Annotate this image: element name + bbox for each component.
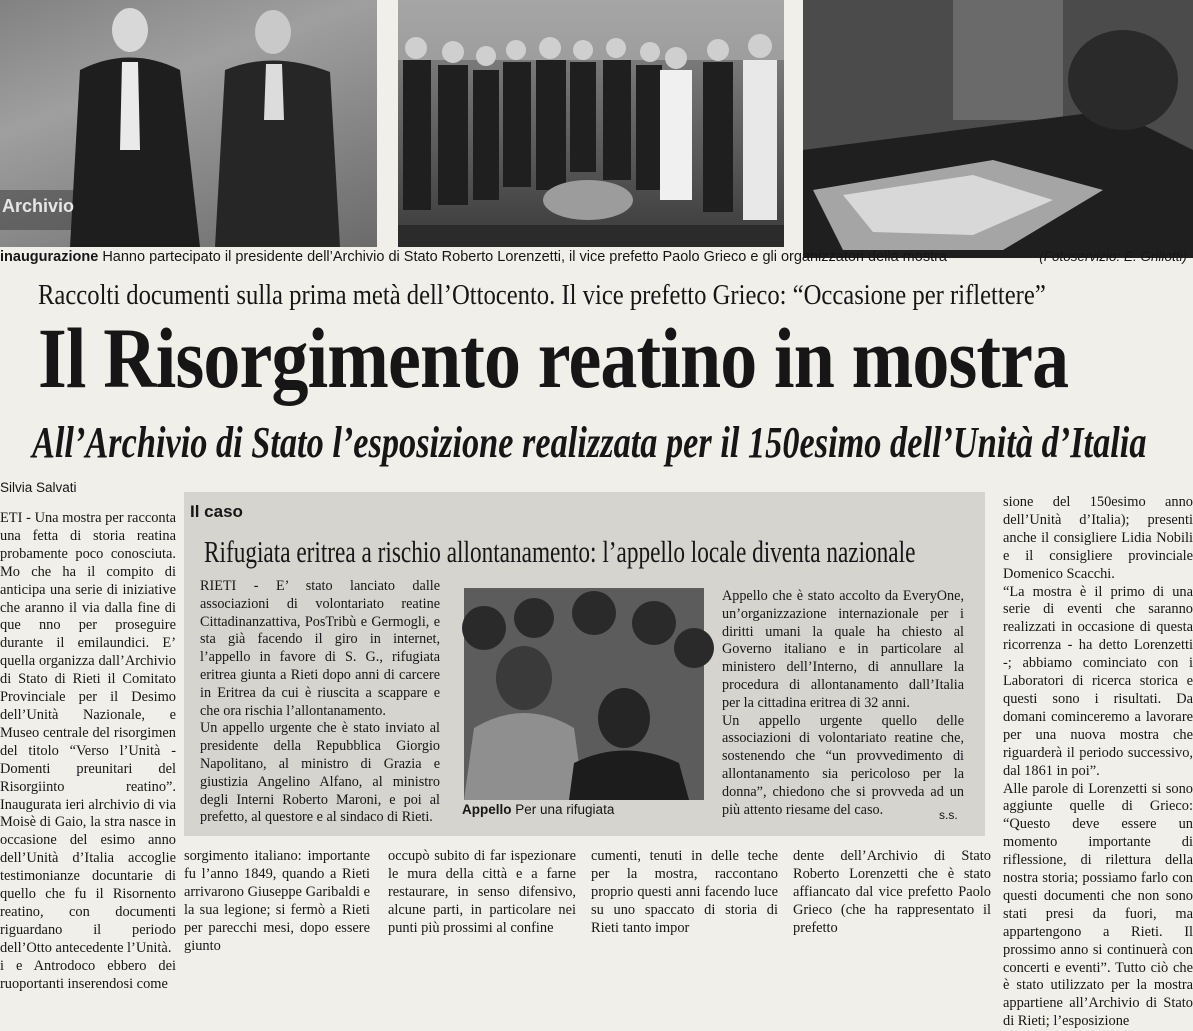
sidebar-box-il-caso xyxy=(184,492,985,836)
caption-text: Hanno partecipato il presidente dell’Archivio di Stato Roberto Lorenzetti, il vice prefetto Paolo Grieco e gli organizzatori della mostra xyxy=(102,249,947,265)
box-title: Rifugiata eritrea a rischio allontanamento: l’appello locale diventa nazionale xyxy=(204,534,915,570)
photo-caption xyxy=(0,247,1193,269)
article-column-bottom-1: sorgimento italiano: importante fu l’anno 1849, quando a Rieti arrivarono Giuseppe Garibaldi e la sua legione; si fermò a Rieti per parecchi mesi, dopo essere giunto xyxy=(184,848,370,922)
box-photo-caption xyxy=(462,802,614,817)
photo-credit: (Fotoservizio: E. Grillotti) xyxy=(1039,247,1187,267)
photo-group-organizers xyxy=(398,0,784,247)
article-column-bottom-2: occupò subito di far ispezionare le mura della città e a farne restaurare, in senso difensivo, alcune parti, in particolare nei punti più prossimi al confine xyxy=(388,848,576,922)
headline: Il Risorgimento reatino in mostra xyxy=(38,312,1068,404)
photo-refugees xyxy=(464,588,704,800)
paragraph: Un appello urgente che è stato inviato al presidente della Repubblica Giorgio Napolitano, al ministro di Grazia e giustizia Angelino Alfano, al ministro degli Interni Roberto Maroni, e poi al prefetto, al questore e al sindaco di Rieti. xyxy=(200,720,440,827)
paragraph: sione del 150esimo anno dell’Unità d’Italia); presenti anche il consigliere Lidia Nobili e il consigliere provinciale Domenico Scacchi. xyxy=(1003,494,1193,584)
article-column-right xyxy=(1003,494,1193,922)
photo-inauguration-speakers xyxy=(0,0,377,247)
refugees-figures xyxy=(464,588,704,800)
article-column-bottom-3: cumenti, tenuti in delle teche per la mostra, raccontano proprio questi anni facendo luce su uno spaccato di storia di Rieti tanto impor xyxy=(591,848,778,922)
byline: Silvia Salvati xyxy=(0,480,77,495)
box-label: Il caso xyxy=(190,502,243,522)
caption-label: inaugurazione xyxy=(0,249,98,265)
paragraph: Alle parole di Lorenzetti si sono aggiunte quelle di Grieco: “Questo deve essere un momento importante di riflessione, di rilettura della nostra storia; possiamo farlo con questi documenti che non sono stati presi da fuori, ma appartengono a Rieti. Il prossimo anno si continuerà con concerti e eventi”. Tutto ciò che è stato utilizzato per la mostra appartiene all’Archivio di Stato di Rieti; l’esposizione xyxy=(1003,781,1193,1031)
box-column-right xyxy=(722,588,964,819)
display-case-scene xyxy=(803,0,1193,258)
article-column-bottom-4: dente dell’Archivio di Stato Roberto Lorenzetti che è stato affiancato dal vice prefetto Paolo Grieco (che ha rappresentato il prefetto xyxy=(793,848,991,922)
paragraph: Un appello urgente quello delle associazioni di volontariato reatine che, sostenendo che “un provvedimento di allontanamento sia pericoloso per la donna”, chiedono che si provveda ad un più attento riesame del caso. xyxy=(722,713,964,820)
box-caption-text: Per una rifugiata xyxy=(515,802,614,817)
paragraph: “La mostra è il primo di una serie di eventi che saranno realizzati in occasione di questa ricorrenza - ha detto Lorenzetti -; abbiamo cominciato con i Laboratori di ricerca storica e questi sono i risultati. Da domani cominceremo a lavorare per una nuova mostra che riguarderà il periodo successivo, dal 1861 in poi”. xyxy=(1003,584,1193,781)
article-column-left xyxy=(0,510,176,922)
box-signature: s.s. xyxy=(939,808,958,822)
box-column-left xyxy=(200,578,440,827)
kicker: Raccolti documenti sulla prima metà dell’Ottocento. Il vice prefetto Grieco: “Occasione per riflettere” xyxy=(38,279,1046,313)
box-caption-label: Appello xyxy=(462,802,512,817)
banner-text: Archivio xyxy=(2,196,74,217)
photo-display-case xyxy=(803,0,1193,258)
group-figures xyxy=(398,0,784,247)
paragraph: i e Antrodoco ebbero dei ruoportanti inserendosi come xyxy=(0,958,176,994)
paragraph: Appello che è stato accolto da EveryOne, un’organizzazione internazionale per i diritti umani la quale ha chiesto al Governo italiano e in particolare al ministero dell’Interno, di annullare la procedura di allontanamento dall’Italia per la cittadina eritrea di 32 anni. xyxy=(722,588,964,713)
paragraph: ETI - Una mostra per racconta una fetta di storia reatina probamente poco conosciuta. Mo che ha il compito di anticipa una serie di iniziative che aranno il via dalla fine di que nno per proseguire durante il emilaundici. E’ quella organizza dall’Archivio di Stato di Rieti il Comitato Provinciale per il Desimo dell’Unità Nazionale, e Museo centrale del risorgimen del titolo “Verso l’Unità - Domenti preunitari del Risorgiinto reatino”. Inaugurata ieri alrchivio di via Moisè di Gaio, la stra nasce in occasione del esimo anno dell’Unità d’Italia accoglie testimonianze docuntarie di quello che fu il Risornento reatino, con documenti riguardano il periodo dell’Otto antecedente l’Unità. xyxy=(0,510,176,958)
subheadline: All’Archivio di Stato l’esposizione realizzata per il 150esimo dell’Unità d’Italia xyxy=(32,418,1146,468)
paragraph: RIETI - E’ stato lanciato dalle associazioni di volontariato reatine Cittadinanzattiva, PosTribù e Germogli, e sta già facendo il giro in internet, l’appello in favore di S. G., rifugiata eritrea giunta a Rieti dopo anni di carcere in Eritrea da cui è riuscita a scappare e che ora rischia l’allontanamento. xyxy=(200,578,440,720)
